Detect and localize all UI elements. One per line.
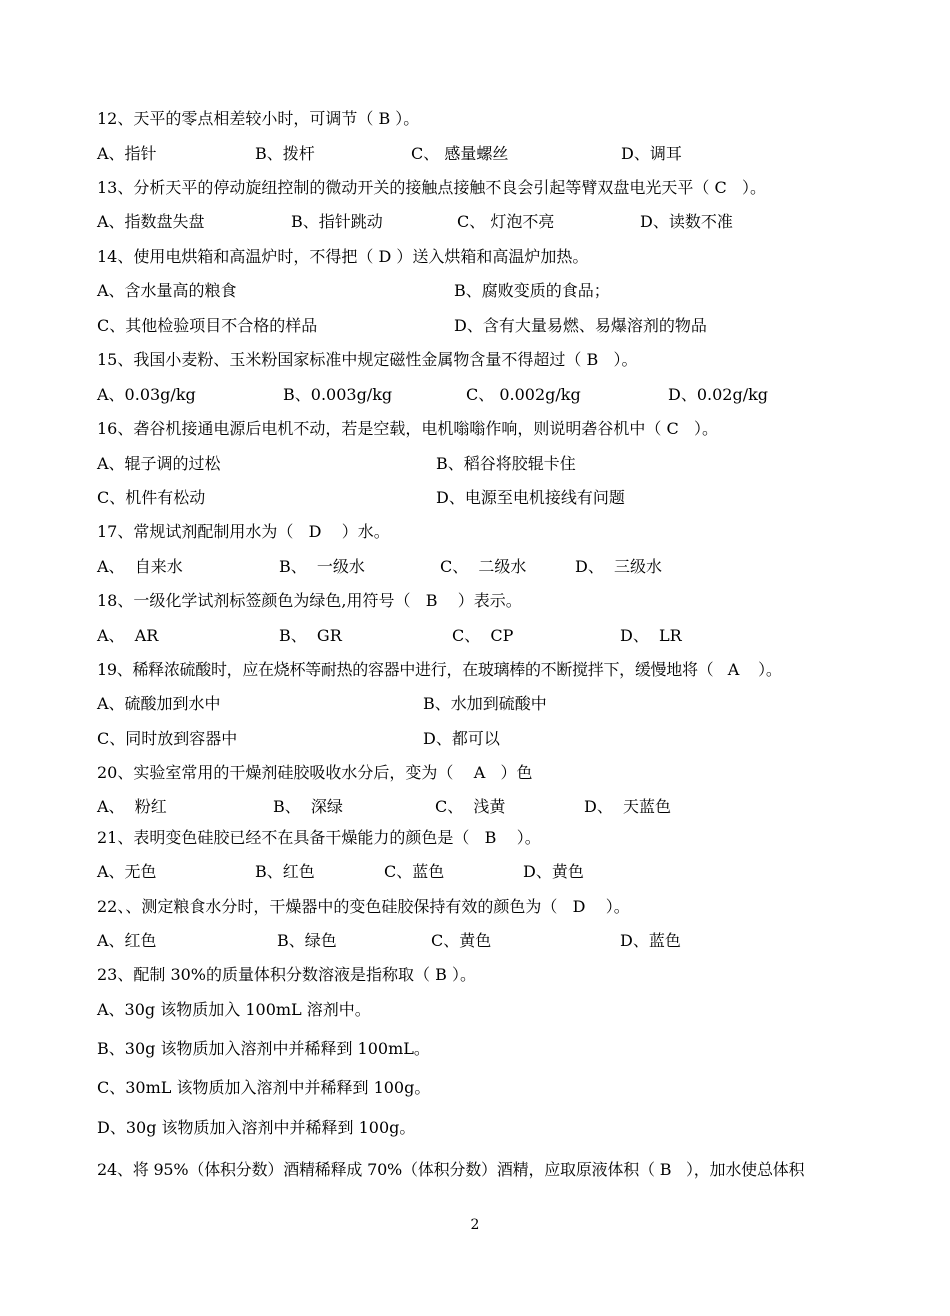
option-b: B、 GR <box>279 626 342 645</box>
question-text: 14、使用电烘箱和高温炉时，不得把（ D ）送入烘箱和高温炉加热。 <box>97 247 589 266</box>
option-row <box>97 862 584 882</box>
option-b: B、腐败变质的食品； <box>454 281 610 300</box>
option-row <box>97 488 625 508</box>
option-row <box>97 144 682 164</box>
option-c: C、 二级水 <box>440 557 527 576</box>
option-a: A、 自来水 <box>97 557 183 576</box>
option-a: A、指针 <box>97 144 157 163</box>
option-a: A、辊子调的过松 <box>97 454 221 473</box>
option-b: B、稻谷将胶辊卡住 <box>436 454 576 473</box>
question-text: 23、配制 30%的质量体积分数溶液是指称取（ B ）。 <box>97 965 476 984</box>
option-a: A、无色 <box>97 862 157 881</box>
option-c: C、 0.002g/kg <box>466 385 581 404</box>
option-a: A、红色 <box>97 931 157 950</box>
option-d: D、 天蓝色 <box>584 797 672 816</box>
option-row <box>97 212 733 232</box>
question-text: 15、我国小麦粉、玉米粉国家标准中规定磁性金属物含量不得超过（ B ）。 <box>97 350 638 369</box>
option-c: C、 感量螺丝 <box>411 144 509 163</box>
question-text: 22、、测定粮食水分时，干燥器中的变色硅胶保持有效的颜色为（ D ）。 <box>97 897 630 916</box>
option-row <box>97 729 500 749</box>
option-d: D、蓝色 <box>620 931 681 950</box>
option-row <box>97 694 547 714</box>
option-d: D、含有大量易燃、易爆溶剂的物品 <box>454 316 707 335</box>
question-text: 19、稀释浓硫酸时，应在烧杯等耐热的容器中进行，在玻璃棒的不断搅拌下，缓慢地将（ A ）。 <box>97 660 782 679</box>
option-a: A、 AR <box>97 626 159 645</box>
option-b: B、30g 该物质加入溶剂中并稀释到 100mL。 <box>97 1039 430 1058</box>
option-b: B、水加到硫酸中 <box>423 694 547 713</box>
option-row <box>97 281 610 301</box>
question-text: 24、将 95%（体积分数）酒精稀释成 70%（体积分数）酒精，应取原液体积（ B ），加水使总体积 <box>97 1160 805 1179</box>
option-c: C、蓝色 <box>384 862 445 881</box>
option-c: C、其他检验项目不合格的样品 <box>97 316 318 335</box>
option-row <box>97 626 682 646</box>
option-a: A、0.03g/kg <box>97 385 196 404</box>
question-text: 16、砻谷机接通电源后电机不动，若是空载，电机嗡嗡作响，则说明砻谷机中（ C ）。 <box>97 419 718 438</box>
page-number: 2 <box>470 1217 480 1233</box>
option-c: C、 灯泡不亮 <box>457 212 555 231</box>
option-row <box>97 557 663 577</box>
option-d: D、0.02g/kg <box>668 385 769 404</box>
option-a: A、指数盘失盘 <box>97 212 205 231</box>
question-text: 21、表明变色硅胶已经不在具备干燥能力的颜色是（ B ）。 <box>97 828 541 847</box>
option-d: D、读数不准 <box>640 212 733 231</box>
option-c: C、 浅黄 <box>435 797 506 816</box>
option-b: B、指针跳动 <box>291 212 383 231</box>
question-text: 13、分析天平的停动旋纽控制的微动开关的接触点接触不良会引起等臂双盘电光天平（ C ）。 <box>97 178 766 197</box>
option-c: C、机件有松动 <box>97 488 206 507</box>
option-a: A、 粉红 <box>97 797 167 816</box>
option-d: D、30g 该物质加入溶剂中并稀释到 100g。 <box>97 1118 416 1137</box>
option-row <box>97 385 769 405</box>
option-c: C、30mL 该物质加入溶剂中并稀释到 100g。 <box>97 1078 431 1097</box>
option-a: A、30g 该物质加入 100mL 溶剂中。 <box>97 1000 371 1019</box>
option-row <box>97 797 672 817</box>
option-d: D、黄色 <box>523 862 584 881</box>
option-c: C、黄色 <box>431 931 492 950</box>
option-b: B、绿色 <box>277 931 337 950</box>
option-a: A、硫酸加到水中 <box>97 694 221 713</box>
option-b: B、 一级水 <box>279 557 365 576</box>
option-b: B、 深绿 <box>273 797 343 816</box>
option-row <box>97 454 576 474</box>
question-text: 17、常规试剂配制用水为（ D ）水。 <box>97 522 390 541</box>
option-d: D、电源至电机接线有问题 <box>436 488 625 507</box>
option-d: D、调耳 <box>621 144 682 163</box>
option-d: D、 三级水 <box>575 557 663 576</box>
option-row <box>97 316 707 336</box>
option-row <box>97 931 681 951</box>
option-c: C、 CP <box>452 626 514 645</box>
option-b: B、红色 <box>255 862 315 881</box>
question-text: 20、实验室常用的干燥剂硅胶吸收水分后，变为（ A ）色 <box>97 763 533 782</box>
option-d: D、 LR <box>620 626 682 645</box>
option-c: C、同时放到容器中 <box>97 729 238 748</box>
question-text: 12、天平的零点相差较小时，可调节（ B ）。 <box>97 109 420 128</box>
option-b: B、0.003g/kg <box>283 385 393 404</box>
question-text: 18、一级化学试剂标签颜色为绿色,用符号（ B ）表示。 <box>97 591 522 610</box>
option-d: D、都可以 <box>423 729 500 748</box>
option-a: A、含水量高的粮食 <box>97 281 237 300</box>
option-b: B、拨杆 <box>255 144 315 163</box>
